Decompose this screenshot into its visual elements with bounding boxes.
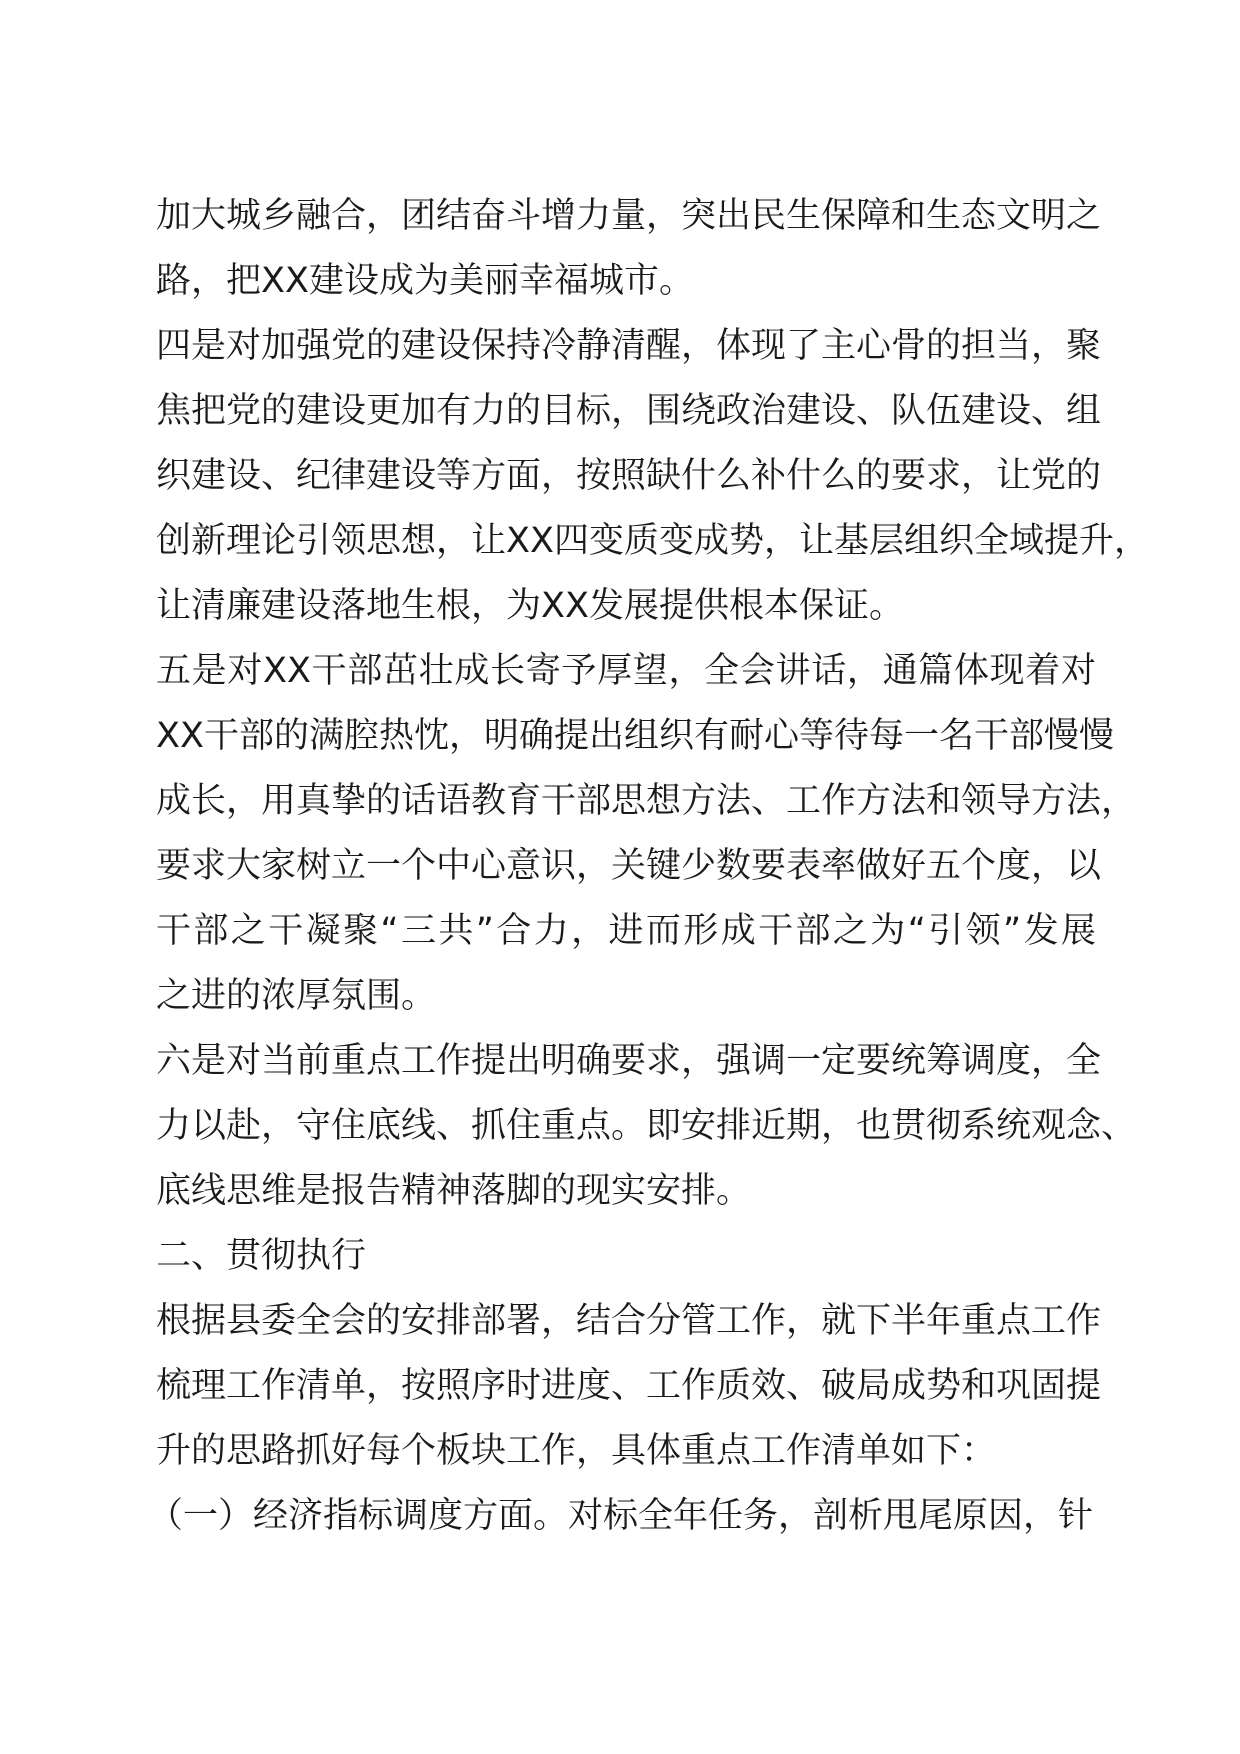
text-line: 梳理工作清单，按照序时进度、工作质效、破局成势和巩固提	[156, 1366, 1102, 1406]
text-line: 六是对当前重点工作提出明确要求，强调一定要统筹调度，全	[156, 1041, 1102, 1081]
section-heading: 二、贯彻执行	[156, 1236, 367, 1276]
text-line: 加大城乡融合，团结奋斗增力量，突出民生保障和生态文明之	[156, 196, 1102, 236]
text-line: XX干部的满腔热忱，明确提出组织有耐心等待每一名干部慢慢	[156, 716, 1114, 756]
text-line: 之进的浓厚氛围。	[156, 976, 437, 1016]
text-line: 织建设、纪律建设等方面，按照缺什么补什么的要求，让党的	[156, 456, 1102, 496]
text-line: 创新理论引领思想，让XX四变质变成势，让基层组织全域提升，	[156, 521, 1149, 561]
text-line: 五是对XX干部茁壮成长寄予厚望，全会讲话，通篇体现着对	[156, 651, 1096, 691]
text-line: 根据县委全会的安排部署，结合分管工作，就下半年重点工作	[156, 1301, 1102, 1341]
text-line: 升的思路抓好每个板块工作，具体重点工作清单如下：	[156, 1431, 997, 1471]
text-line: 路，把XX建设成为美丽幸福城市。	[156, 261, 694, 301]
text-line: 要求大家树立一个中心意识，关键少数要表率做好五个度，以	[156, 846, 1102, 886]
text-line: 成长，用真挚的话语教育干部思想方法、工作方法和领导方法，	[156, 781, 1137, 821]
text-line: （一）经济指标调度方面。对标全年任务，剖析甩尾原因，针	[148, 1496, 1094, 1536]
text-line: 底线思维是报告精神落脚的现实安排。	[156, 1171, 752, 1211]
text-line: 干部之干凝聚“三共”合力，进而形成干部之为“引领”发展	[156, 911, 1096, 951]
text-line: 焦把党的建设更加有力的目标，围绕政治建设、队伍建设、组	[156, 391, 1102, 431]
text-line: 四是对加强党的建设保持冷静清醒，体现了主心骨的担当，聚	[156, 326, 1102, 366]
text-line: 力以赴，守住底线、抓住重点。即安排近期，也贯彻系统观念、	[156, 1106, 1137, 1146]
text-line: 让清廉建设落地生根，为XX发展提供根本保证。	[156, 586, 904, 626]
